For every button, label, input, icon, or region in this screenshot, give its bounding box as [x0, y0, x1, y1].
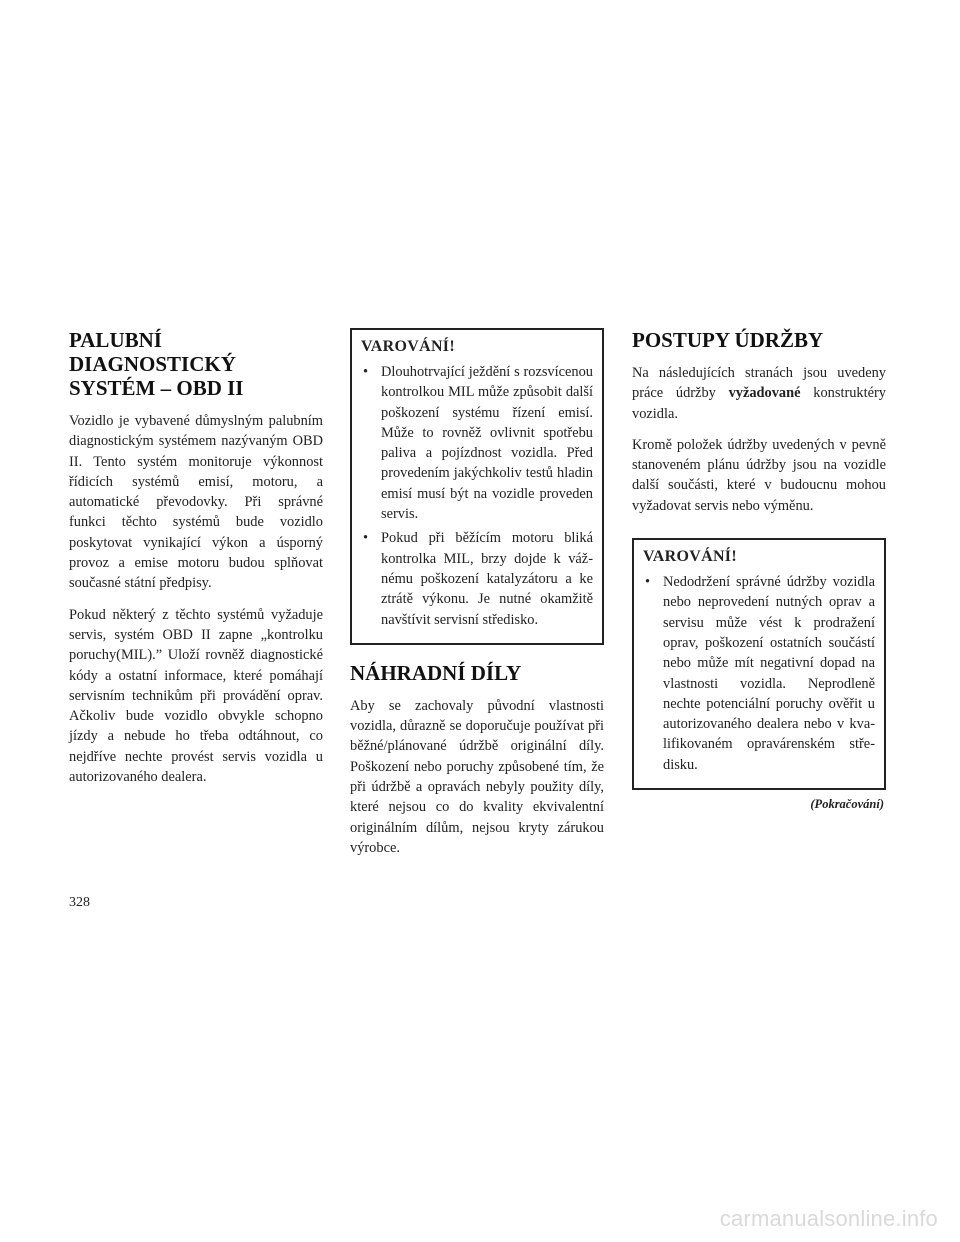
paragraph-text: Na následujících stranách jsou uvedeny práce údržby — [632, 365, 886, 402]
obd-paragraph-1: Vozidlo je vybavené důmyslným palubním diagnostickým systémem nazývaným OBD II. Tento systém monitoruje výkonnost řídicích systémů emisí, motoru, a automatické převodovky. Při správné funkci těchto systémů bude vozidlo poskytovat vynikající výkon a úsporný provoz a emise motoru budou splňovat současné státní předpisy. — [69, 413, 323, 592]
warning-box-mil — [350, 328, 604, 645]
warning-title: VAROVÁNÍ! — [361, 338, 455, 355]
bullet-icon: • — [645, 574, 651, 591]
column-middle — [350, 328, 604, 869]
column-left — [69, 328, 323, 798]
section-title-obd — [69, 328, 323, 400]
warning-item-text: Pokud při běžícím motoru bliká kontrolka MIL, brzy dojde k vážnému poškození katalyzátoru a ke ztrátě výkonu. Je nutné okamžitě navštívit servisní středisko. — [381, 530, 593, 628]
bullet-icon: • — [363, 364, 369, 380]
warning-item-text: Nedodržení správné údržby vozidla nebo neprovedení nutných oprav a servisu může vést k prodražení oprav, poškození ostatních součástí nebo může mít negativní dopad na vlastnosti vozidla. Neprodleně nechte potenciální poruchy ověřit u autorizovaného dealera nebo v kvalifikovaném opravárenském středisku. — [663, 574, 875, 773]
warning-item — [361, 362, 593, 524]
warning-item-text: Dlouhotrvající ježdění s rozsvícenou kontrolkou MIL může způsobit další poškození systému řízení emisí. Může to rovněž ovlivnit spotřebu paliva a pojízdnost vozidla. Před provedením jakýchkoliv testů hladin emisí musí být na vozidle proveden servis. — [381, 364, 593, 523]
warning-title: VAROVÁNÍ! — [643, 548, 737, 566]
column-right — [632, 328, 886, 812]
maintenance-paragraph-2: Kromě položek údržby uvedených v pevně stanoveném plánu údržby jsou na vozidle další součásti, které v budoucnu mohou vyžadovat servis nebo výměnu. — [632, 436, 886, 514]
warning-item — [643, 572, 875, 775]
paragraph-text: konstruktéry vozidla. — [632, 385, 886, 422]
continued-label: (Pokračování) — [810, 797, 884, 812]
title-line: SYSTÉM – OBD II — [69, 376, 244, 400]
bullet-icon: • — [363, 530, 369, 547]
parts-paragraph: Aby se zachovaly původní vlastnosti vozidla, důrazně se doporučuje používat při běžné/plánované údržbě originální díly. Poškození nebo poruchy způsobené tím, že při údržbě a opravách nebyly použity díly, které nejsou co do kvality ekvivalentní originálním dílům, nejsou kryty zárukou výrobce. — [350, 697, 604, 856]
maintenance-paragraph-1 — [632, 363, 886, 424]
emphasis-text: vyžadované — [728, 385, 801, 402]
page-number: 328 — [69, 895, 90, 910]
title-line: DIAGNOSTICKÝ — [69, 352, 236, 376]
warning-list — [643, 572, 875, 775]
warning-list — [361, 362, 593, 630]
warning-item — [361, 528, 593, 629]
watermark: carmanualsonline.info — [719, 1206, 938, 1231]
warning-box-maintenance — [632, 538, 886, 790]
title-line: PALUBNÍ — [69, 328, 162, 352]
section-title-parts: NÁHRADNÍ DÍLY — [350, 660, 522, 685]
section-title-maintenance: POSTUPY ÚDRŽBY — [632, 328, 824, 352]
obd-paragraph-2: Pokud některý z těchto systémů vyžaduje servis, systém OBD II zapne „kontrolku poruchy(MIL).” Uloží rovněž diagnostické kódy a ostatní informace, které pomáhají servisním technikům při provádění oprav. Ačkoliv bude vozidlo obvykle schopno jízdy a nebude ho třeba odtáhnout, co nejdříve nechte provést servis vozidla u autorizovaného dealera. — [69, 606, 323, 786]
